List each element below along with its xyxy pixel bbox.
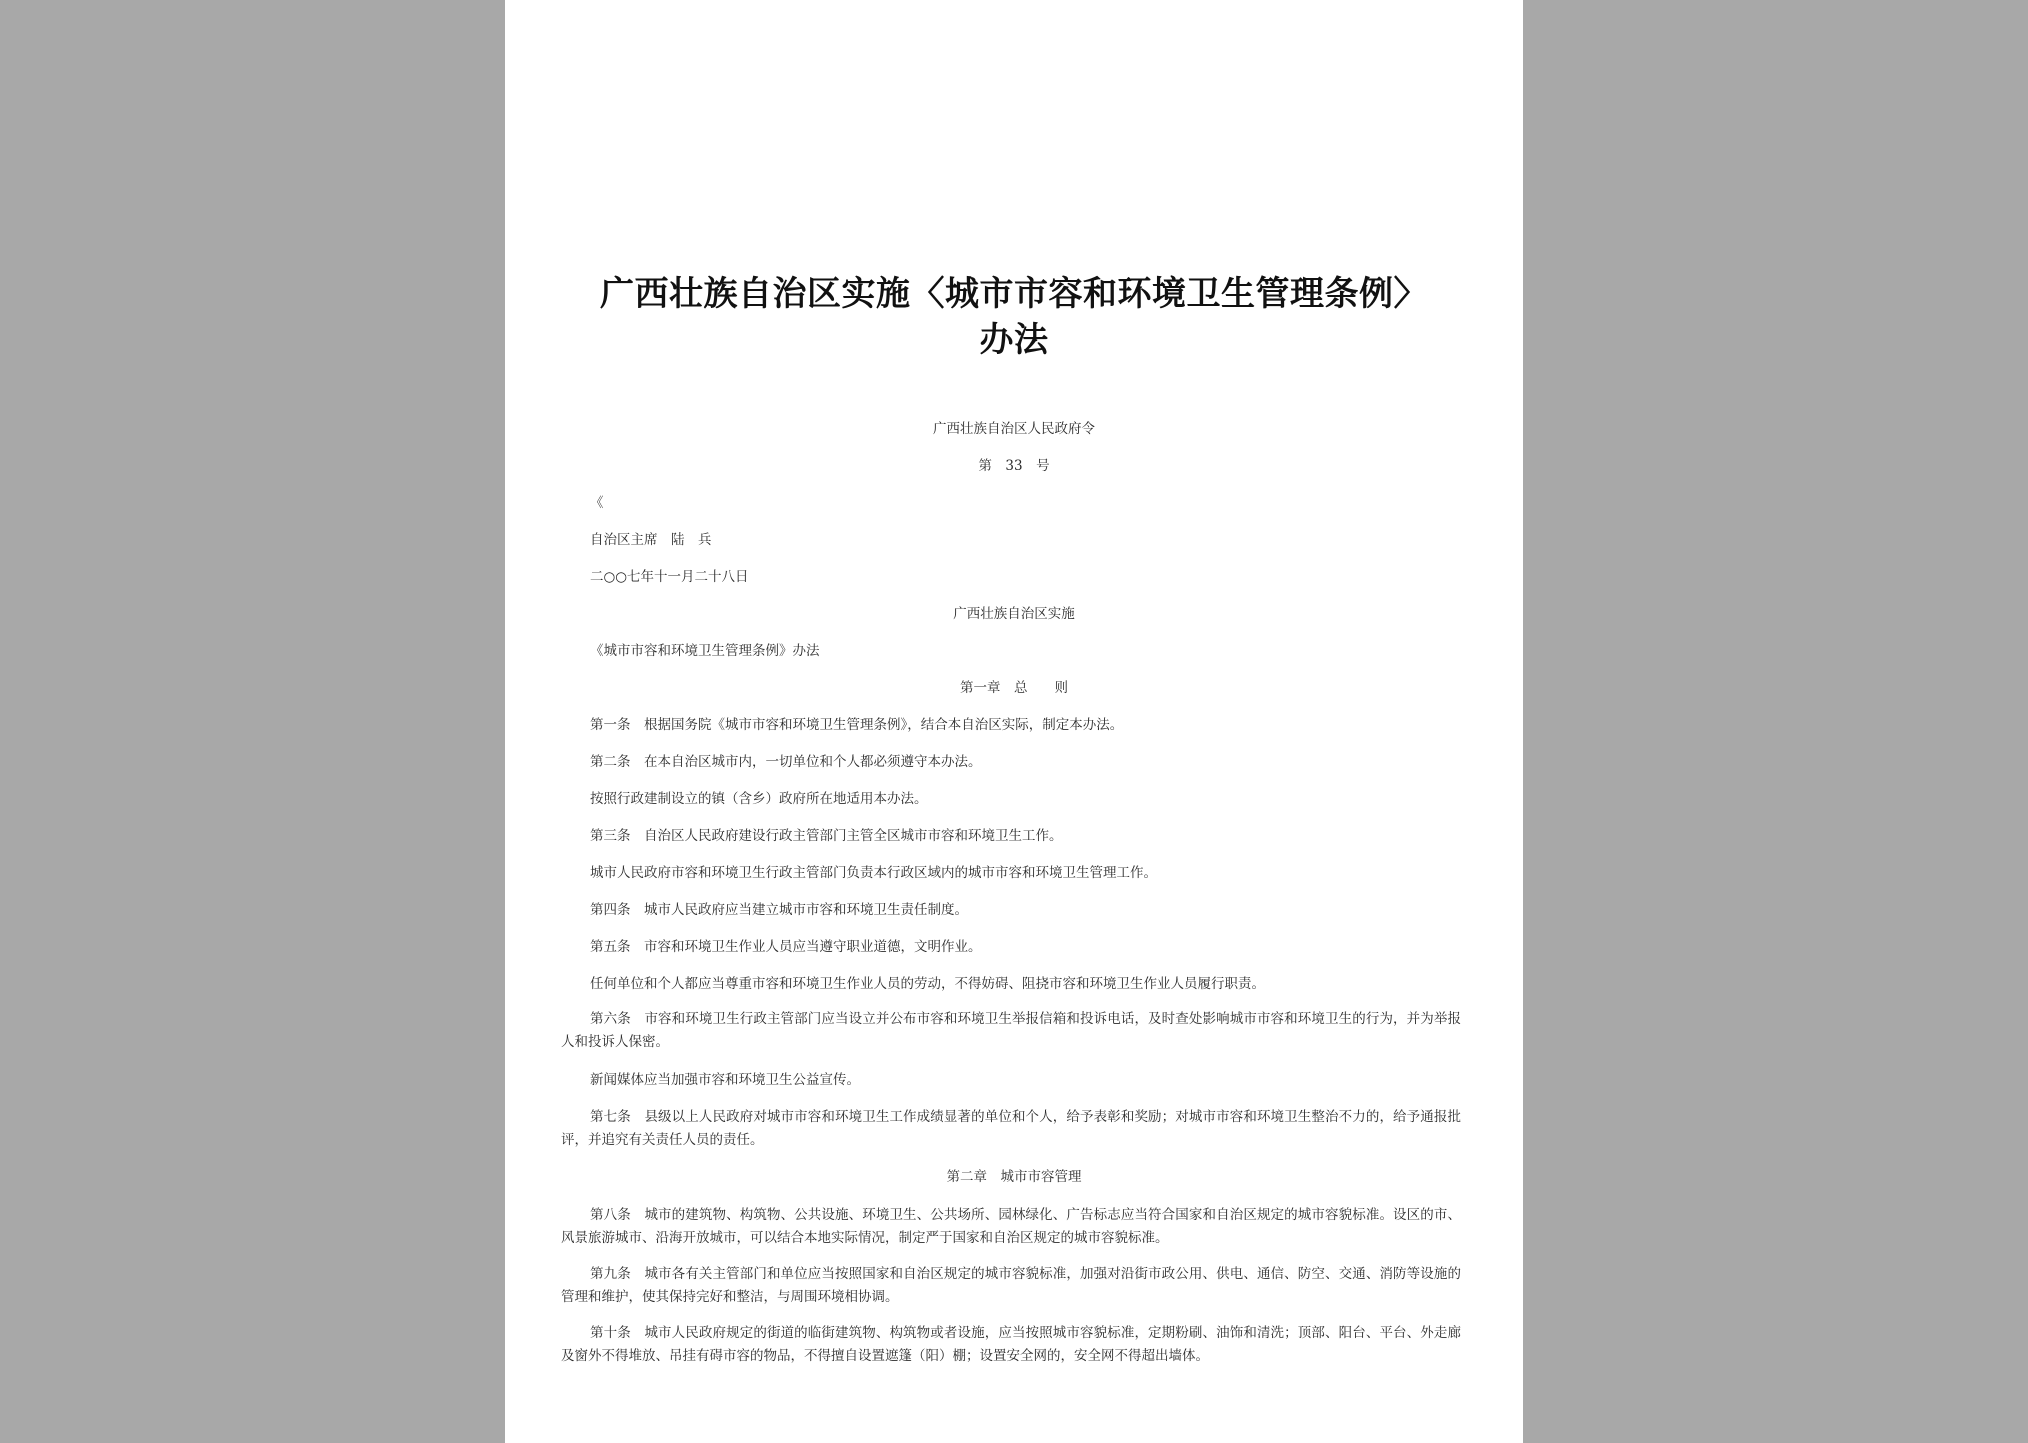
document-page: [505, 0, 1523, 1443]
article-6-paragraph: 新闻媒体应当加强市容和环境卫生公益宣传。: [590, 1072, 860, 1088]
issuer-line: 广西壮族自治区人民政府令: [933, 421, 1095, 437]
article-8: 第八条 城市的建筑物、构筑物、公共设施、环境卫生、公共场所、园林绿化、广告标志应当符合国家和自治区规定的城市容貌标准。设区的市、风景旅游城市、沿海开放城市，可以结合本地实际情况，制定严于国家和自治区规定的城市容貌标准。: [561, 1207, 1461, 1246]
subtitle-line2: 《城市市容和环境卫生管理条例》办法: [590, 643, 820, 659]
article-2-paragraph: 按照行政建制设立的镇（含乡）政府所在地适用本办法。: [590, 791, 928, 807]
document-title-line2: 办法: [979, 320, 1049, 360]
article-7: 第七条 县级以上人民政府对城市市容和环境卫生工作成绩显著的单位和个人，给予表彰和奖励；对城市市容和环境卫生整治不力的，给予通报批评，并追究有关责任人员的责任。: [561, 1109, 1461, 1148]
chapter-2-heading: 第二章 城市市容管理: [946, 1169, 1082, 1185]
date-line: 二○○七年十一月二十八日: [590, 569, 749, 585]
article-10: 第十条 城市人民政府规定的街道的临街建筑物、构筑物或者设施，应当按照城市容貌标准，定期粉刷、油饰和清洗；顶部、阳台、平台、外走廊及窗外不得堆放、吊挂有碍市容的物品，不得擅自设置遮篷（阳）棚；设置安全网的，安全网不得超出墙体。: [561, 1325, 1461, 1364]
article-2: 第二条 在本自治区城市内，一切单位和个人都必须遵守本办法。: [590, 754, 982, 770]
subtitle-line1: 广西壮族自治区实施: [953, 606, 1075, 622]
article-3: 第三条 自治区人民政府建设行政主管部门主管全区城市市容和环境卫生工作。: [590, 828, 1063, 844]
document-title-line1: 广西壮族自治区实施〈城市市容和环境卫生管理条例〉: [600, 274, 1428, 314]
article-4: 第四条 城市人民政府应当建立城市市容和环境卫生责任制度。: [590, 902, 968, 918]
order-number: 第 33 号: [978, 458, 1050, 474]
mark-line: 《: [590, 495, 604, 511]
article-1: 第一条 根据国务院《城市市容和环境卫生管理条例》，结合本自治区实际，制定本办法。: [590, 717, 1124, 733]
article-5-paragraph: 任何单位和个人都应当尊重市容和环境卫生作业人员的劳动，不得妨碍、阻挠市容和环境卫生作业人员履行职责。: [590, 976, 1265, 992]
article-5: 第五条 市容和环境卫生作业人员应当遵守职业道德，文明作业。: [590, 939, 982, 955]
article-9: 第九条 城市各有关主管部门和单位应当按照国家和自治区规定的城市容貌标准，加强对沿街市政公用、供电、通信、防空、交通、消防等设施的管理和维护，使其保持完好和整洁，与周围环境相协调。: [561, 1266, 1461, 1305]
signatory-line: 自治区主席 陆 兵: [590, 532, 712, 548]
article-3-paragraph: 城市人民政府市容和环境卫生行政主管部门负责本行政区域内的城市市容和环境卫生管理工作。: [590, 865, 1157, 881]
article-6: 第六条 市容和环境卫生行政主管部门应当设立并公布市容和环境卫生举报信箱和投诉电话，及时查处影响城市市容和环境卫生的行为，并为举报人和投诉人保密。: [561, 1011, 1461, 1050]
chapter-1-heading: 第一章 总 则: [960, 680, 1068, 696]
